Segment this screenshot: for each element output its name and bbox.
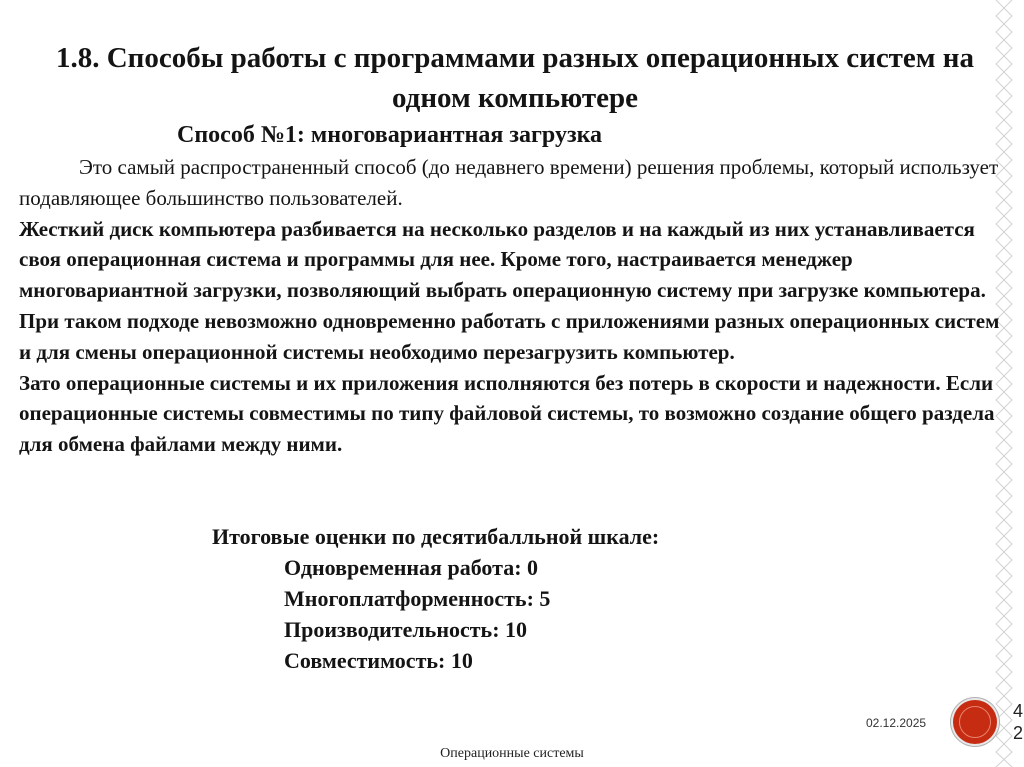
- score-item-simultaneous: Одновременная работа: 0: [284, 555, 539, 580]
- paragraph-advantages: Зато операционные системы и их приложения исполняются без потерь в скорости и надежности. Если операционные системы совместимы по типу файловой системы, то возможно создание общего раздела для обмена файлами между ними.: [19, 370, 995, 457]
- page-number: 42: [1013, 701, 1024, 743]
- footer-course-name: Операционные системы: [440, 746, 584, 761]
- body-text: [19, 152, 1004, 460]
- score-item-performance: Производительность: 10: [284, 617, 528, 642]
- badge-ring: [959, 706, 991, 738]
- score-item-multiplatform: Многоплатформенность: 5: [284, 586, 551, 611]
- scores-block: [212, 521, 659, 676]
- footer-date: 02.12.2025: [866, 716, 927, 730]
- scores-list: [212, 552, 659, 676]
- paragraph-intro: Это самый распространенный способ (до недавнего времени) решения проблемы, который использует подавляющее большинство пользователей.: [19, 155, 999, 210]
- slide-subtitle: Способ №1: многовариантная загрузка: [177, 122, 603, 148]
- score-item-compatibility: Совместимость: 10: [284, 648, 473, 673]
- slide-number-badge-icon: [953, 700, 997, 744]
- slide-title: 1.8. Способы работы с программами разных операционных систем на одном компьютере: [55, 42, 975, 114]
- paragraph-description: Жесткий диск компьютера разбивается на несколько разделов и на каждый из них устанавливается своя операционная система и программы для нее. Кроме того, настраивается менеджер многовариантной загрузки, позволяющий выбрать операционную систему при загрузке компьютера. При таком подходе невозможно одновременно работать с приложениями разных операционных систем и для смены операционной системы необходимо перезагрузить компьютер.: [19, 216, 1000, 364]
- scores-heading: Итоговые оценки по десятибалльной шкале:: [212, 524, 660, 549]
